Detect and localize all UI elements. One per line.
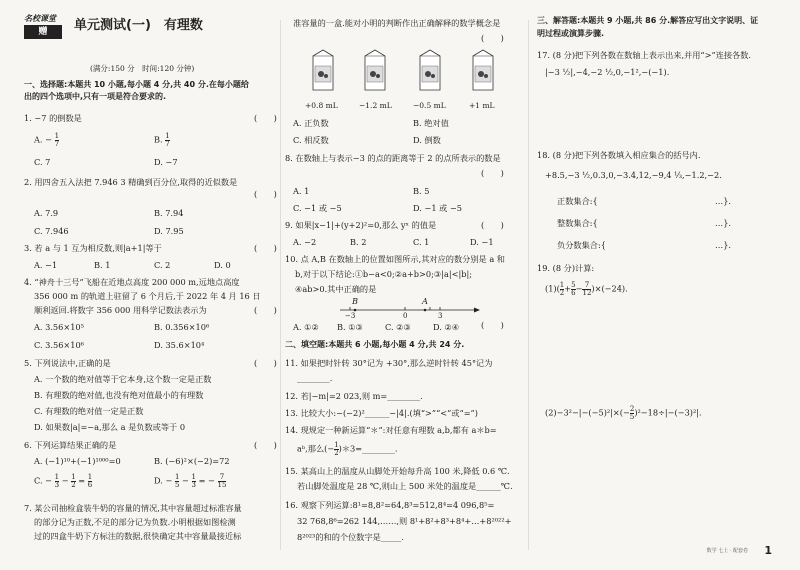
question-11-line-2: ________.	[297, 373, 333, 383]
milk-label: −0.5 mL	[413, 101, 446, 110]
section-1-heading: 一、选择题:本题共 10 小题,每小题 4 分,共 40 分.在每小题给	[24, 80, 249, 89]
question-19: 19. (8 分)计算:	[537, 263, 595, 273]
answer-bracket-6: ( )	[254, 440, 277, 450]
brand-logo	[24, 14, 62, 38]
answer-bracket-5: ( )	[254, 358, 277, 368]
q3-option-b: B. 1	[94, 260, 111, 270]
question-16-line-3: 8²⁰²³的和的个位数字是_____.	[297, 532, 404, 542]
question-19-part-1: (1)( $\frac{1}{2}$ + $\frac{5}{6}$ − $\frac{7}{12}$ )×(−24).	[545, 281, 628, 297]
column-divider	[528, 20, 529, 550]
q9-option-b: B. 2	[350, 237, 367, 247]
question-7-line-4: 准容量的一盒.能对小明的判断作出正确解释的数学概念是	[293, 18, 501, 28]
answer-bracket-3: ( )	[254, 243, 277, 253]
q2-option-c: C. 7.946	[34, 226, 69, 236]
page-number: 1	[764, 544, 772, 557]
q3-option-c: C. 2	[154, 260, 171, 270]
question-4-line-3: 顺利返回.将数字 356 000 用科学记数法表示为	[34, 305, 207, 315]
positive-set-label: 正数集合:{	[557, 196, 598, 206]
answer-bracket-7: ( )	[481, 33, 504, 43]
q2-option-d: D. 7.95	[154, 226, 184, 236]
milk-carton-icon	[309, 48, 337, 92]
question-9: 9. 如果|x−1|+(y+2)²=0,那么 yˣ 的值是	[285, 220, 437, 230]
question-6: 6. 下列运算结果正确的是	[24, 440, 117, 450]
positive-set-end: …}.	[715, 196, 731, 206]
q9-option-c: C. 1	[413, 237, 430, 247]
negative-fraction-set-end: …}.	[715, 240, 731, 250]
column-divider	[280, 20, 281, 550]
question-4-line-1: 4. “神舟十三号”飞船在近地点高度 200 000 m,远地点高度	[24, 277, 240, 287]
question-2: 2. 用四舍五入法把 7.946 3 精确到百分位,取得的近似数是	[24, 177, 238, 187]
q5-option-b: B. 有理数的绝对值,也没有绝对值最小的有理数	[34, 390, 204, 400]
section-1-heading-cont: 出的四个选项中,只有一项是符合要求的.	[24, 92, 167, 101]
q8-option-a: A. 1	[293, 186, 310, 196]
integer-set-end: …}.	[715, 218, 731, 228]
brand-badge: 赠	[24, 25, 62, 39]
integer-set-label: 整数集合:{	[557, 218, 598, 228]
q5-option-a: A. 一个数的绝对值等于它本身,这个数一定是正数	[34, 374, 212, 384]
answer-bracket-1: ( )	[254, 113, 277, 123]
q8-option-b: B. 5	[413, 186, 430, 196]
q10-option-c: C. ②③	[385, 322, 411, 332]
q2-option-b: B. 7.94	[154, 208, 184, 218]
q2-option-a: A. 7.9	[34, 208, 59, 218]
answer-bracket-8: ( )	[481, 168, 504, 178]
q7-option-c: C. 相反数	[293, 135, 329, 145]
question-10-line-3: ④ab>0.其中正确的是	[295, 284, 377, 294]
question-15-line-2: 若山脚处温度是 28 ℃,则山上 500 米处的温度是______℃.	[297, 481, 513, 491]
answer-bracket-10: ( )	[481, 320, 504, 330]
tick-label-zero: 0	[403, 312, 408, 320]
question-18: 18. (8 分)把下列各数填入相应集合的括号内.	[537, 150, 701, 160]
q4-option-b: B. 0.356×10⁶	[154, 322, 210, 332]
tick-label-three: 3	[438, 312, 443, 320]
q5-option-d: D. 如果数|a|=−a,那么 a 是负数或等于 0	[34, 422, 186, 432]
q6-option-b: B. (−6)²×(−2)=72	[154, 456, 230, 466]
milk-carton-icon	[361, 48, 389, 92]
negative-fraction-set-label: 负分数集合:{	[557, 240, 606, 250]
question-5: 5. 下列说法中,正确的是	[24, 358, 111, 368]
milk-label: +1 mL	[469, 101, 495, 110]
q5-option-c: C. 有理数的绝对值一定是正数	[34, 406, 144, 416]
q1-option-a: A. − $\frac{1}{7}$	[34, 132, 60, 148]
q7-option-d: D. 倒数	[413, 135, 441, 145]
question-17-line-2: |−3 ½|,−4,−2 ½,0,−1²,−(−1).	[545, 67, 670, 77]
question-14-line-1: 14. 现规定一种新运算“＊”:对任意有理数 a,b,都有 a＊b=	[285, 425, 497, 435]
answer-bracket-9: ( )	[481, 220, 504, 230]
q9-option-a: A. −2	[293, 237, 317, 247]
answer-bracket-2: ( )	[254, 189, 277, 199]
q9-option-d: D. −1	[470, 237, 494, 247]
question-10-line-2: b,对于以下结论:①b−a<0;②a+b>0;③|a|<|b|;	[295, 269, 472, 279]
question-7-line-3: 过的四盒牛奶下方标注的数据,很快确定其中容量最接近标	[34, 531, 242, 541]
question-13: 13. 比较大小:−(−2)²______−|4|.(填“>”“<”或“=”)	[285, 408, 478, 418]
q6-option-a: A. (−1)¹⁰+(−1)¹⁰⁰⁰=0	[34, 456, 121, 466]
section-3-heading-cont: 明过程或演算步骤.	[537, 29, 605, 38]
q4-option-a: A. 3.56×10⁵	[34, 322, 84, 332]
q7-option-a: A. 正负数	[293, 118, 329, 128]
q4-option-c: C. 3.56×10⁶	[34, 340, 84, 350]
q6-option-d: D. − $\frac{1}{5}$ − $\frac{1}{3}$ = − $\frac{7}{15}$	[154, 473, 227, 489]
question-17-line-1: 17. (8 分)把下列各数在数轴上表示出来,并用“>”连接各数.	[537, 50, 752, 60]
q4-option-d: D. 35.6×10⁴	[154, 340, 205, 350]
q8-option-d: D. −1 或 −5	[413, 203, 463, 213]
question-16-line-1: 16. 观察下列运算:8¹=8,8²=64,8³=512,8⁴=4 096,8⁵=	[285, 500, 495, 510]
q3-option-d: D. 0	[214, 260, 231, 270]
question-7-line-2: 的部分记为正数,不足的部分记为负数.小明根据如图检测	[34, 517, 236, 527]
answer-bracket-4: ( )	[254, 305, 277, 315]
number-line-diagram	[340, 296, 480, 324]
point-b-label: B	[352, 296, 359, 306]
question-3: 3. 若 a 与 1 互为相反数,则|a+1|等于	[24, 243, 162, 253]
q3-option-a: A. −1	[34, 260, 58, 270]
milk-carton-icon	[416, 48, 444, 92]
point-a-label: A	[422, 296, 428, 306]
question-18-list: +8.5,−3 ½,0.3,0,−3.4,12,−9,4 ⅓,−1.2,−2.	[545, 170, 722, 180]
q10-option-b: B. ①③	[337, 322, 363, 332]
brand-top-text: 名校课堂	[24, 14, 56, 23]
question-7-line-1: 7. 某公司抽检盒装牛奶的容量的情况,其中容量超过标准容量	[24, 503, 242, 513]
milk-label: −1.2 mL	[359, 101, 392, 110]
question-12: 12. 若|−m|=2 023,则 m=________.	[285, 391, 423, 401]
q6-option-c: C. − $\frac{1}{3}$ − $\frac{1}{2}$ = $\frac{1}{6}$	[34, 473, 93, 489]
milk-label: +0.8 mL	[305, 101, 338, 110]
question-19-part-2: (2)−3²−|−(−5)²|×(− $\frac{2}{5}$ )²−18÷|−(−3)²|.	[545, 405, 702, 421]
q10-option-a: A. ①②	[293, 322, 319, 332]
q8-option-c: C. −1 或 −5	[293, 203, 342, 213]
tick-label-neg3: −3	[345, 312, 356, 320]
question-11-line-1: 11. 如果把时针转 30°记为 +30°,那么逆时针转 45°记为	[285, 358, 493, 368]
question-15-line-1: 15. 某高山上的温度从山脚处开始每升高 100 米,降低 0.6 ℃.	[285, 466, 510, 476]
q1-option-d: D. −7	[154, 157, 178, 167]
page-title: 单元测试(一) 有理数	[74, 18, 203, 33]
question-4-line-2: 356 000 m 的轨道上驻留了 6 个月后,于 2022 年 4 月 16 日	[34, 291, 261, 301]
exam-meta: (满分:150 分 时间:120 分钟)	[90, 64, 195, 73]
section-2-heading: 二、填空题:本题共 6 小题,每小题 4 分,共 24 分.	[285, 340, 465, 349]
question-1: 1. −7 的倒数是	[24, 113, 82, 123]
footer-code: 数学 七上 · 配套卷	[706, 548, 748, 554]
milk-carton-icon	[469, 48, 497, 92]
section-3-heading: 三、解答题:本题共 9 小题,共 86 分.解答应写出文字说明、证	[537, 16, 759, 25]
question-10-line-1: 10. 点 A,B 在数轴上的位置如图所示,其对应的数分别是 a 和	[285, 254, 505, 264]
question-14-line-2: aᵇ,那么(− $\frac{1}{2}$ )＊3=________.	[297, 441, 398, 457]
q1-option-c: C. 7	[34, 157, 51, 167]
question-8: 8. 在数轴上与表示−3 的点的距离等于 2 的点所表示的数是	[285, 153, 501, 163]
q1-option-b: B. $\frac{1}{7}$	[154, 132, 170, 148]
question-16-line-2: 32 768,8⁶=262 144,……,则 8¹+8²+8³+8⁴+…+8²⁰²²+	[297, 516, 512, 526]
q10-option-d: D. ②④	[433, 322, 460, 332]
q7-option-b: B. 绝对值	[413, 118, 449, 128]
